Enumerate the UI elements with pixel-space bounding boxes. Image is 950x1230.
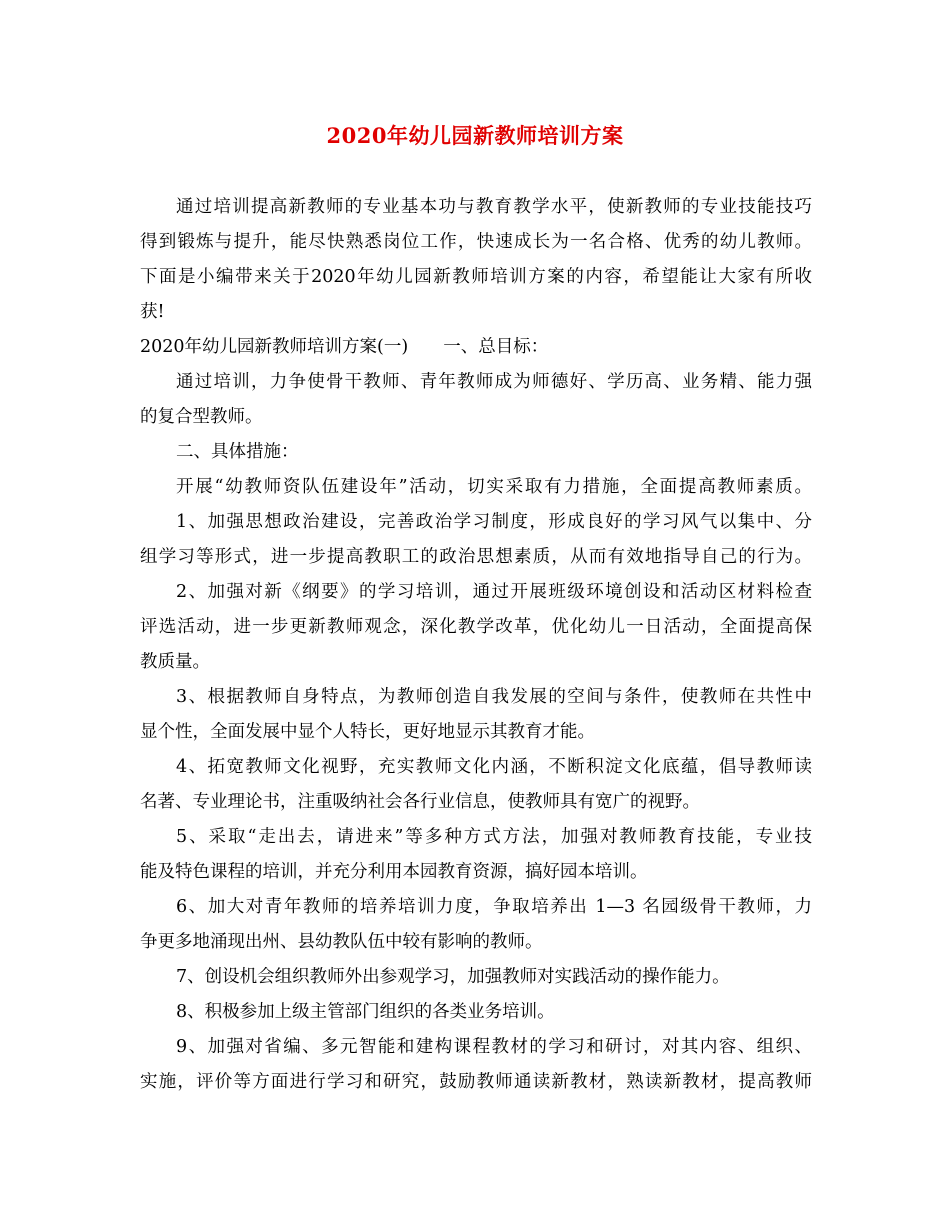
text-line: 2、加强对新《纲要》的学习培训，通过开展班级环境创设和活动区材料检查	[176, 582, 812, 602]
text-line: 通过培训提高新教师的专业基本功与教育教学水平，使新教师的专业技能技巧	[176, 197, 812, 217]
text-line: 3、根据教师自身特点，为教师创造自我发展的空间与条件，使教师在共性中	[176, 687, 812, 707]
text-line: 能及特色课程的培训，并充分利用本园教育资源，搞好园本培训。	[140, 862, 648, 882]
text-line: 的复合型教师。	[140, 407, 263, 427]
text-line: 6、加大对青年教师的培养培训力度，争取培养出 1—3 名园级骨干教师，力	[176, 897, 812, 917]
text-line: 争更多地涌现出州、县幼教队伍中较有影响的教师。	[140, 932, 543, 952]
text-line: 二、具体措施：	[176, 442, 299, 462]
document-title: 2020年幼儿园新教师培训方案	[326, 123, 624, 148]
document-body	[140, 190, 812, 1100]
text-line: 下面是小编带来关于2020年幼儿园新教师培训方案的内容，希望能让大家有所收	[140, 267, 812, 287]
text-line: 8、积极参加上级主管部门组织的各类业务培训。	[176, 1002, 555, 1022]
text-line: 9、加强对省编、多元智能和建构课程教材的学习和研讨，对其内容、组织、	[176, 1037, 812, 1057]
text-line: 4、拓宽教师文化视野，充实教师文化内涵，不断积淀文化底蕴，倡导教师读	[176, 757, 812, 777]
text-line: 显个性，全面发展中显个人特长，更好地显示其教育才能。	[140, 722, 595, 742]
text-line: 得到锻炼与提升，能尽快熟悉岗位工作，快速成长为一名合格、优秀的幼儿教师。	[140, 232, 812, 252]
text-line: 开展“幼教师资队伍建设年”活动，切实采取有力措施，全面提高教师素质。	[176, 477, 812, 497]
text-line: 组学习等形式，进一步提高教职工的政治思想素质，从而有效地指导自己的行为。	[140, 547, 812, 567]
text-line: 实施，评价等方面进行学习和研究，鼓励教师通读新教材，熟读新教材，提高教师	[140, 1072, 812, 1092]
text-line: 获!	[140, 302, 165, 322]
text-line: 名著、专业理论书，注重吸纳社会各行业信息，使教师具有宽广的视野。	[140, 792, 700, 812]
text-line: 1、加强思想政治建设，完善政治学习制度，形成良好的学习风气以集中、分	[176, 512, 812, 532]
text-line: 5、采取“走出去，请进来”等多种方式方法，加强对教师教育技能，专业技	[176, 827, 812, 847]
text-line: 7、创设机会组织教师外出参观学习，加强教师对实践活动的操作能力。	[176, 967, 730, 987]
text-line: 2020年幼儿园新教师培训方案(一) 一、总目标：	[140, 337, 549, 357]
text-line: 通过培训，力争使骨干教师、青年教师成为师德好、学历高、业务精、能力强	[176, 372, 812, 392]
text-line: 评选活动，进一步更新教师观念，深化教学改革，优化幼儿一日活动，全面提高保	[140, 617, 812, 637]
text-line: 教质量。	[140, 652, 210, 672]
